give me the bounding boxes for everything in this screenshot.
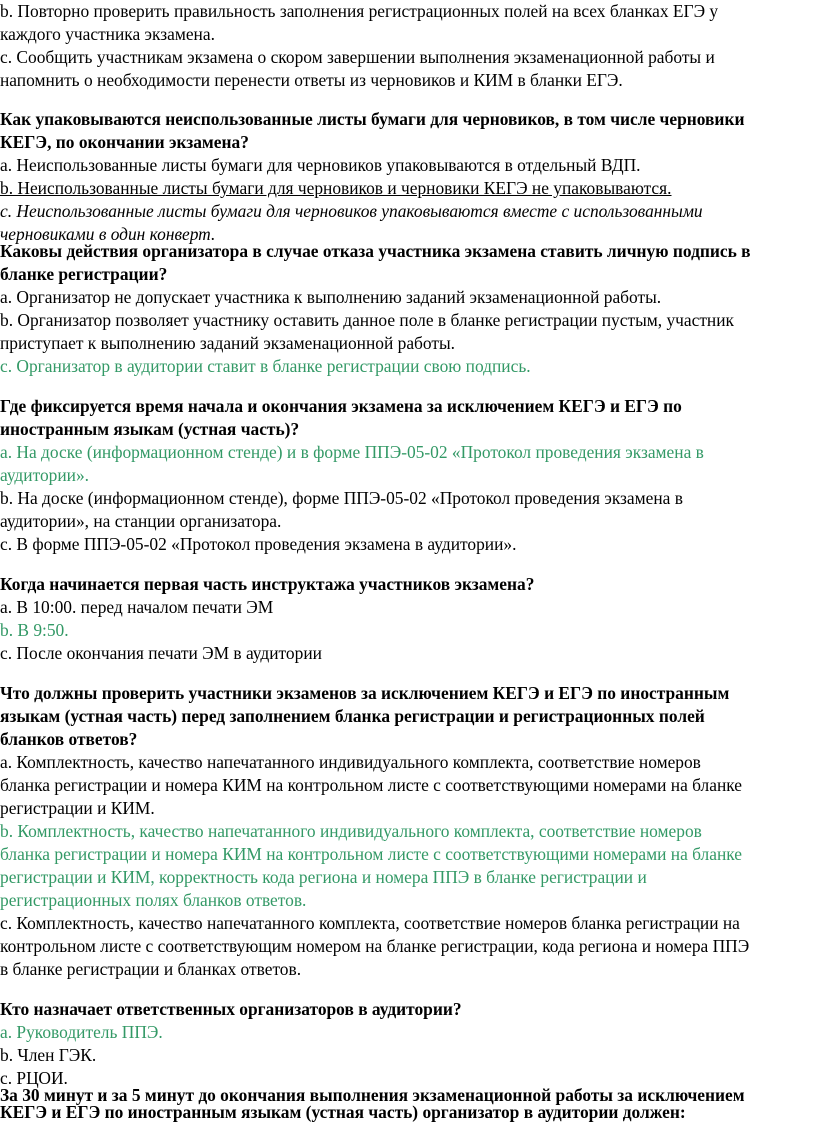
q4-option-c: c. После окончания печати ЭМ в аудитории — [0, 643, 322, 663]
q6-option-c: c. РЦОИ. — [0, 1068, 68, 1088]
intro-b-line-1: b. Повторно проверить правильность заполнения регистрационных полей на всех бланках ЕГЭ у — [0, 1, 719, 21]
q4-option-a: a. В 10:00. перед началом печати ЭМ — [0, 597, 274, 617]
q6-option-a-correct: a. Руководитель ППЭ. — [0, 1022, 163, 1042]
intro-c-line-2: напомнить о необходимости перенести ответы из черновиков и КИМ в бланки ЕГЭ. — [0, 70, 623, 90]
q3-option-c: c. В форме ППЭ-05-02 «Протокол проведения экзамена в аудитории». — [0, 534, 517, 554]
q6-option-b: b. Член ГЭК. — [0, 1045, 97, 1065]
intro-c-line-1: c. Сообщить участникам экзамена о скором завершении выполнения экзаменационной работы и — [0, 47, 715, 67]
q4-option-b-correct: b. В 9:50. — [0, 620, 69, 640]
intro-b-line-2: каждого участника экзамена. — [0, 24, 215, 44]
q6-question: Кто назначает ответственных организаторов в аудитории? — [0, 999, 462, 1019]
q2-option-c-correct: c. Организатор в аудитории ставит в бланке регистрации свою подпись. — [0, 356, 531, 376]
q1-option-b: b. Неиспользованные листы бумаги для черновиков и черновики КЕГЭ не упаковываются. — [0, 178, 672, 198]
q4-question: Когда начинается первая часть инструктажа участников экзамена? — [0, 574, 535, 594]
q1-option-a: a. Неиспользованные листы бумаги для черновиков упаковываются в отдельный ВДП. — [0, 155, 641, 175]
q2-option-a: a. Организатор не допускает участника к выполнению заданий экзаменационной работы. — [0, 287, 662, 307]
